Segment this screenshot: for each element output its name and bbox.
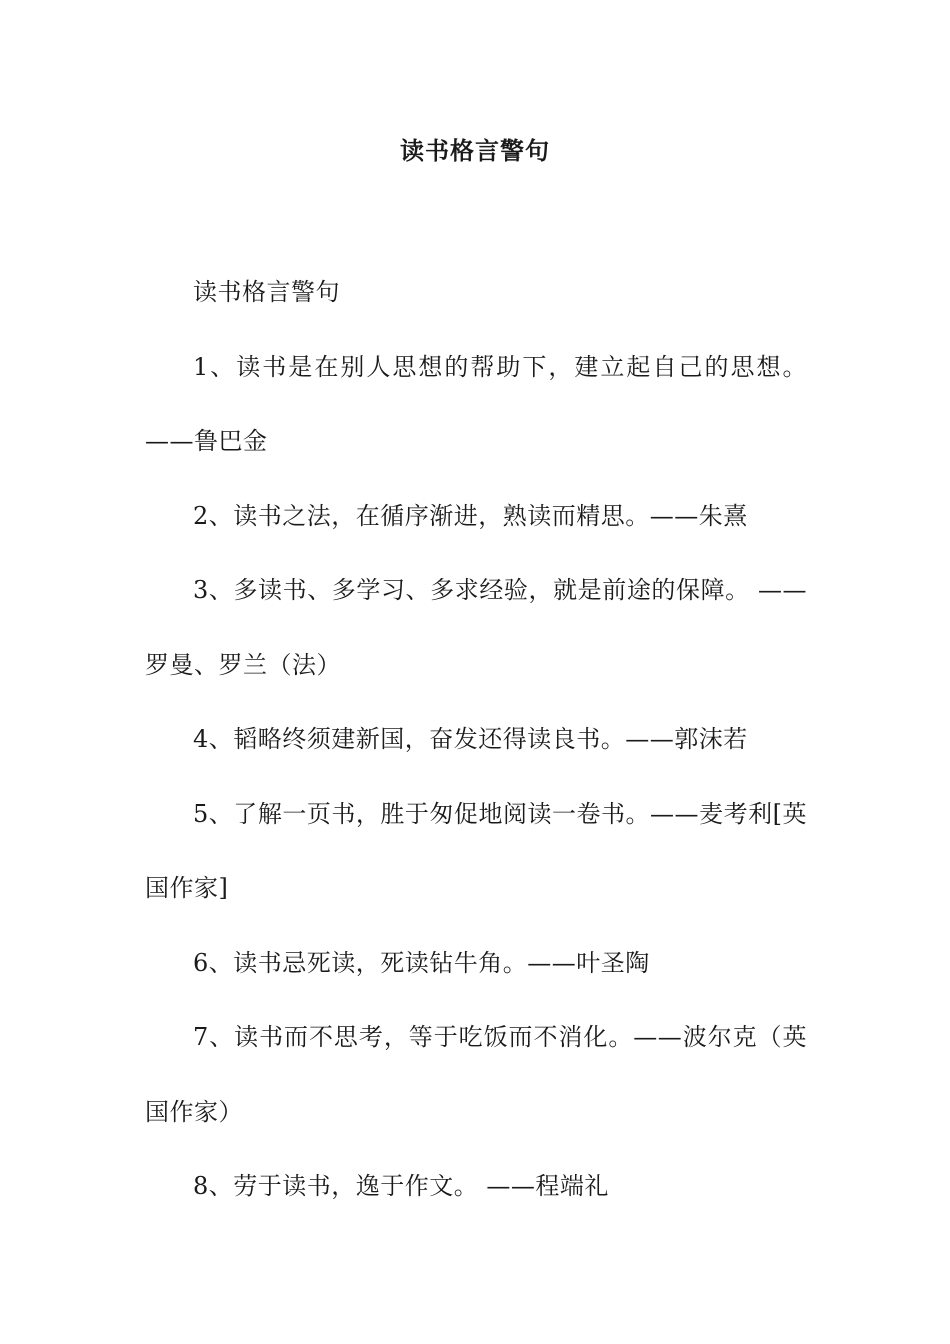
quote-paragraph: 3、多读书、多学习、多求经验，就是前途的保障。 ——罗曼、罗兰（法） [145, 576, 807, 679]
quote-paragraph: 1、读书是在别人思想的帮助下，建立起自己的思想。——鲁巴金 [145, 352, 807, 455]
document-body [145, 255, 807, 1224]
subtitle-paragraph: 读书格言警句 [193, 278, 340, 306]
quote-paragraph: 8、劳于读书，逸于作文。 ——程端礼 [193, 1172, 609, 1200]
quote-paragraph: 5、了解一页书，胜于匆促地阅读一卷书。——麦考利[英国作家] [145, 799, 807, 902]
document-title: 读书格言警句 [400, 136, 550, 165]
quote-paragraph: 7、读书而不思考，等于吃饭而不消化。——波尔克（英国作家） [145, 1023, 807, 1126]
quote-paragraph: 4、韬略终须建新国，奋发还得读良书。——郭沫若 [193, 725, 748, 753]
quote-paragraph: 6、读书忌死读，死读钻牛角。——叶圣陶 [193, 948, 650, 977]
quote-paragraph: 2、读书之法，在循序渐进，熟读而精思。——朱熹 [193, 501, 748, 530]
